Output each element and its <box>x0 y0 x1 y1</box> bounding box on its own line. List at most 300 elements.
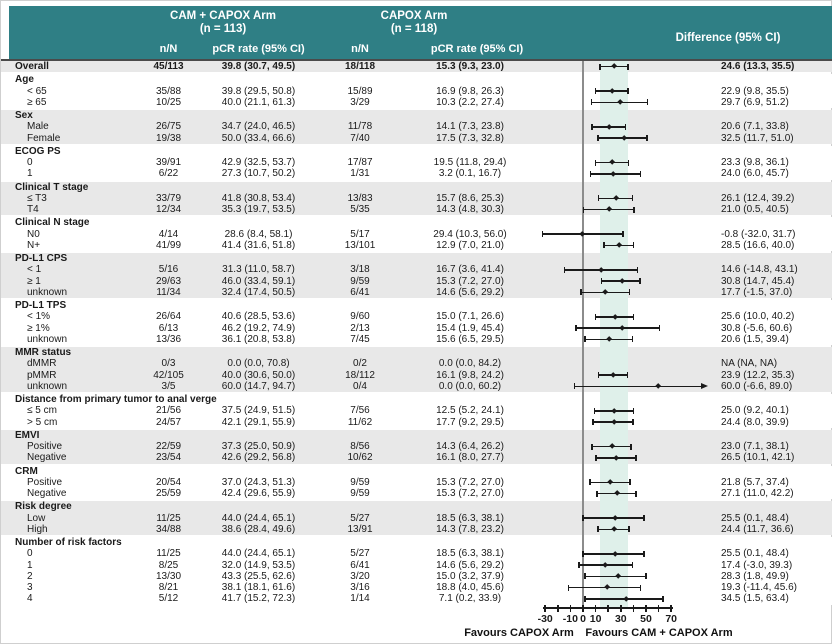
arm1-nN-value: 34/88 <box>155 523 182 535</box>
arm2-nN-value: 11/62 <box>347 416 373 428</box>
arm2-title: CAPOX Arm <box>380 9 448 22</box>
arm2-pcr-rate-value: 14.6 (5.6, 29.2) <box>436 559 504 571</box>
arm2-nN-value: 5/27 <box>350 512 370 524</box>
arm1-title: CAM + CAPOX Arm <box>170 9 276 22</box>
arm2-pcr-rate-value: 19.5 (11.8, 29.4) <box>433 157 507 169</box>
subgroup-header: ECOG PS <box>15 145 61 157</box>
subgroup-block <box>1 347 832 392</box>
subgroup-header: Clinical N stage <box>15 217 90 229</box>
forest-plot-cell <box>541 121 716 132</box>
subgroup-label: pMMR <box>27 369 57 381</box>
arm2-pcr-rate-value: 10.3 (2.2, 27.4) <box>436 96 504 108</box>
subgroup-label: High <box>27 523 48 535</box>
point-estimate-marker <box>655 383 661 389</box>
arm1-nN-value: 0/3 <box>161 358 176 370</box>
ci-upper-cap <box>662 596 664 602</box>
arm1-pcr-rate-value: 60.0 (14.7, 94.7) <box>221 380 296 392</box>
arm2-pcr-rate-value: 18.5 (6.3, 38.1) <box>436 548 504 560</box>
arm1-nN-value: 13/30 <box>155 570 182 582</box>
arm2-pcr-rate-value: 18.8 (4.0, 45.6) <box>436 582 504 594</box>
ci-upper-cap <box>643 515 645 521</box>
arm1-nN-value: 5/12 <box>158 593 179 605</box>
arm1-pcr-rate-value: 32.4 (17.4, 50.5) <box>221 286 296 298</box>
point-estimate-marker <box>612 314 618 320</box>
difference-value: NA (NA, NA) <box>721 358 778 370</box>
arm1-nN-value: 24/57 <box>155 416 182 428</box>
arm1-nN-value: 21/56 <box>155 405 182 417</box>
arm1-nN-value: 39/91 <box>155 157 182 169</box>
ci-lower-cap <box>575 325 577 331</box>
ci-lower-cap <box>591 444 593 450</box>
ci-lower-cap <box>564 267 566 273</box>
ci-lower-cap <box>584 596 586 602</box>
forest-plot-cell <box>541 452 716 463</box>
forest-plot-cell <box>541 370 716 381</box>
ci-lower-cap <box>542 231 544 237</box>
arm2-pcr-rate-value: 14.1 (7.3, 23.8) <box>436 121 504 133</box>
axis-tick-label: 10 <box>589 613 602 625</box>
arm1-nN-value: 22/59 <box>155 441 182 453</box>
subgroup-label: > 5 cm <box>27 416 58 428</box>
ci-lower-cap <box>595 160 597 166</box>
subgroup-label: ≥ 65 <box>27 96 47 108</box>
difference-value: 21.8 (5.7, 37.4) <box>721 476 789 488</box>
arm1-pcr-rate-value: 38.1 (18.1, 61.6) <box>221 582 296 594</box>
subgroup-header: PD-L1 TPS <box>15 300 67 312</box>
axis-tick-label: 50 <box>640 613 652 625</box>
subgroup-label: 1 <box>27 559 33 571</box>
arm1-pcr-rate-value: 41.7 (15.2, 72.3) <box>221 593 296 605</box>
subgroup-label: ≥ 1 <box>27 275 41 287</box>
arm2-pcr-rate-value: 15.0 (3.2, 37.9) <box>436 570 504 582</box>
ci-lower-cap <box>582 515 584 521</box>
forest-plot-cell <box>541 513 716 524</box>
ci-upper-cap <box>640 171 642 177</box>
arm2-pcr-rate-value: 16.7 (3.6, 41.4) <box>436 264 504 276</box>
arm1-nN-value: 23/54 <box>155 452 182 464</box>
arm1-pcr-rate-value: 50.0 (33.4, 66.6) <box>221 132 296 144</box>
ci-upper-cap <box>646 135 648 141</box>
difference-value: 25.5 (0.1, 48.4) <box>721 512 789 524</box>
subgroup-block <box>1 74 832 108</box>
table-row <box>1 133 832 144</box>
subgroup-header: Risk degree <box>15 501 72 513</box>
forest-plot-cell <box>541 405 716 416</box>
axis-tick <box>595 605 597 612</box>
arm1-nN-value: 11/34 <box>156 286 181 298</box>
ci-lower-cap <box>578 562 580 568</box>
forest-plot-cell <box>541 524 716 535</box>
table-row <box>1 358 832 369</box>
ci-upper-cap <box>633 207 635 213</box>
point-estimate-marker <box>602 562 608 568</box>
difference-column-header: Difference (95% CI) <box>675 31 781 44</box>
ci-upper-cap <box>628 526 630 532</box>
ci-lower-cap <box>594 408 596 414</box>
arm2-pcr-rate-value: 14.3 (4.8, 30.3) <box>436 204 504 216</box>
arm1-nN-value: 35/88 <box>155 85 182 97</box>
arm1-pcr-rate-value: 32.0 (14.9, 53.5) <box>221 559 296 571</box>
forest-plot-cell <box>541 61 716 72</box>
point-estimate-marker <box>614 491 620 497</box>
axis-tick-label: -10 <box>562 613 578 625</box>
subgroup-block <box>1 110 832 144</box>
table-row <box>1 405 832 416</box>
axis-tick-label: 70 <box>665 613 678 625</box>
arm2-nN-value: 3/29 <box>350 96 370 108</box>
ci-upper-cap <box>635 455 637 461</box>
table-row <box>1 323 832 334</box>
forest-plot-cell <box>541 358 716 369</box>
forest-plot-cell <box>541 229 716 240</box>
table-row <box>1 381 832 392</box>
arm1-nN-value: 4/14 <box>158 228 179 240</box>
arm1-nN-value: 8/21 <box>158 582 179 594</box>
arm2-nN-value: 0/2 <box>353 358 367 370</box>
arm2-pcr-rate-value: 15.0 (7.1, 26.6) <box>436 311 504 323</box>
difference-value: 29.7 (6.9, 51.2) <box>721 96 789 108</box>
difference-value: 20.6 (7.1, 33.8) <box>721 121 789 133</box>
forest-plot-cell <box>541 560 716 571</box>
arm1-pcr-rate-value: 36.1 (20.8, 53.8) <box>221 333 296 345</box>
point-estimate-marker <box>607 479 613 485</box>
table-row <box>1 582 832 593</box>
ci-upper-cap <box>633 242 635 248</box>
arm1-pcr-rate-value: 42.1 (29.1, 55.9) <box>221 416 296 428</box>
arm2-pcr-rate-value: 15.3 (7.2, 27.0) <box>436 488 504 500</box>
arm1-nN-value: 6/13 <box>158 322 179 334</box>
subgroup-label: Positive <box>27 476 63 488</box>
difference-value: 14.6 (-14.8, 43.1) <box>721 264 798 276</box>
arm2-nN-value: 15/89 <box>347 85 373 97</box>
arm2-nN-value: 18/112 <box>345 369 375 381</box>
arm1-nN-value: 41/99 <box>155 239 182 251</box>
arm1-nN-value: 8/25 <box>158 559 179 571</box>
forest-plot-cell <box>541 264 716 275</box>
table-row <box>1 287 832 298</box>
ci-lower-cap <box>582 551 584 557</box>
ci-upper-cap <box>630 444 632 450</box>
arm2-pcr-rate-value: 17.7 (9.2, 29.5) <box>436 416 504 428</box>
ci-upper-cap <box>647 99 649 105</box>
arm1-pcr-rate-value: 40.0 (21.1, 61.3) <box>221 96 296 108</box>
subgroup-label: < 1 <box>27 264 42 276</box>
table-row <box>1 157 832 168</box>
forest-plot-cell <box>541 168 716 179</box>
axis-tick <box>570 605 572 612</box>
ci-upper-cap <box>632 562 634 568</box>
subgroup-label: Low <box>27 512 46 524</box>
forest-plot-cell <box>541 582 716 593</box>
forest-plot-cell <box>541 204 716 215</box>
point-estimate-marker <box>619 325 625 331</box>
subgroup-label: 1 <box>27 168 33 180</box>
table-row <box>1 311 832 322</box>
col-header-nN-arm2: n/N <box>351 43 369 55</box>
arm2-nN-value: 0/4 <box>353 380 367 392</box>
table-row <box>1 370 832 381</box>
ci-upper-cap <box>643 551 645 557</box>
forest-plot-cell <box>541 548 716 559</box>
arm2-nN-value: 9/59 <box>350 476 370 488</box>
subgroup-label: T4 <box>27 204 39 216</box>
axis-tick <box>607 605 609 612</box>
arm2-nN-value: 7/40 <box>350 132 370 144</box>
arm1-nN-value: 12/34 <box>155 204 182 216</box>
subgroup-label: ≥ 1% <box>27 322 50 334</box>
subgroup-block <box>1 537 832 605</box>
subgroup-label: ≤ T3 <box>27 192 47 204</box>
subgroup-label: 4 <box>27 593 33 605</box>
subgroup-header: MMR status <box>15 347 72 359</box>
arm2-pcr-rate-value: 12.9 (7.0, 21.0) <box>436 239 504 251</box>
table-row <box>1 229 832 240</box>
point-estimate-marker <box>606 207 612 213</box>
arm1-pcr-rate-value: 40.0 (30.6, 50.0) <box>221 369 296 381</box>
ci-lower-cap <box>596 491 598 497</box>
subgroup-label: ≤ 5 cm <box>27 405 57 417</box>
arm1-pcr-rate-value: 44.0 (24.4, 65.1) <box>221 548 296 560</box>
arm2-nN-value: 8/56 <box>350 441 370 453</box>
arm1-nN-value: 26/64 <box>155 311 182 323</box>
arm1-nN-value: 10/25 <box>155 96 182 108</box>
arm2-nN-value: 18/118 <box>344 61 376 73</box>
point-estimate-marker <box>606 336 612 342</box>
arm2-pcr-rate-value: 15.3 (7.2, 27.0) <box>436 275 504 287</box>
arm2-nN-value: 6/41 <box>350 559 370 571</box>
axis-tick <box>670 605 672 612</box>
ci-error-bar <box>575 386 702 388</box>
ci-lower-cap <box>583 207 585 213</box>
arm1-nN-value: 26/75 <box>155 121 182 133</box>
arm2-pcr-rate-value: 7.1 (0.2, 33.9) <box>438 593 502 605</box>
ci-upper-cap <box>627 88 629 94</box>
difference-value: 25.0 (9.2, 40.1) <box>721 405 789 417</box>
axis-tick-label: 0 <box>580 613 586 625</box>
ci-overflow-arrow <box>701 383 708 389</box>
ci-error-bar <box>576 327 659 329</box>
table-row <box>1 548 832 559</box>
point-estimate-marker <box>617 99 623 105</box>
ci-upper-cap <box>632 195 634 201</box>
forest-plot-cell <box>541 477 716 488</box>
table-row <box>1 193 832 204</box>
difference-value: 24.6 (13.3, 35.5) <box>721 61 795 73</box>
subgroup-label: Negative <box>27 488 67 500</box>
subgroup-label: Positive <box>27 441 63 453</box>
arm2-nN-value: 2/13 <box>350 322 370 334</box>
ci-lower-cap <box>580 289 582 295</box>
axis-tick-label: 30 <box>614 613 627 625</box>
col-header-rate-arm2: pCR rate (95% CI) <box>430 43 524 55</box>
table-row <box>1 452 832 463</box>
arm2-pcr-rate-value: 16.9 (9.8, 26.3) <box>436 85 504 97</box>
arm1-pcr-rate-value: 39.8 (30.7, 49.5) <box>221 61 296 73</box>
axis-tick <box>633 605 635 612</box>
forest-plot-cell <box>541 193 716 204</box>
point-estimate-marker <box>613 195 619 201</box>
table-row <box>1 204 832 215</box>
subgroup-label: Male <box>27 121 49 133</box>
arm1-nN-value: 11/25 <box>156 548 181 560</box>
difference-value: -0.8 (-32.0, 31.7) <box>721 228 796 240</box>
arm1-pcr-rate-value: 37.5 (24.9, 51.5) <box>221 405 296 417</box>
ci-lower-cap <box>599 64 601 70</box>
table-row <box>1 477 832 488</box>
ci-lower-cap <box>591 124 593 130</box>
ci-upper-cap <box>635 491 637 497</box>
subgroup-header: Sex <box>15 110 33 122</box>
ci-upper-cap <box>633 408 635 414</box>
point-estimate-marker <box>579 231 585 237</box>
arm1-pcr-rate-value: 31.3 (11.0, 58.7) <box>222 264 295 276</box>
arm1-header <box>141 6 321 39</box>
ci-lower-cap <box>595 314 597 320</box>
arm1-pcr-rate-value: 37.0 (24.3, 51.3) <box>221 476 296 488</box>
arm2-nN-value: 11/78 <box>347 121 373 133</box>
arm2-pcr-rate-value: 29.4 (10.3, 56.0) <box>433 228 507 240</box>
difference-value: 22.9 (9.8, 35.5) <box>721 85 789 97</box>
difference-value: 26.5 (10.1, 42.1) <box>721 452 795 464</box>
ci-upper-cap <box>645 573 647 579</box>
ci-lower-cap <box>595 88 597 94</box>
subgroup-block <box>1 466 832 500</box>
table-header <box>9 6 832 59</box>
forest-plot-cell <box>541 334 716 345</box>
arm1-pcr-rate-value: 42.4 (29.6, 55.9) <box>221 488 296 500</box>
point-estimate-marker <box>619 278 625 284</box>
point-estimate-marker <box>611 64 617 70</box>
point-estimate-marker <box>609 444 615 450</box>
axis-tick <box>582 605 584 612</box>
ci-lower-cap <box>584 336 586 342</box>
point-estimate-marker <box>611 526 617 532</box>
table-row <box>1 264 832 275</box>
forest-plot-cell <box>541 276 716 287</box>
table-row <box>1 417 832 428</box>
table-row <box>1 276 832 287</box>
difference-value: 25.5 (0.1, 48.4) <box>721 548 789 560</box>
arm1-pcr-rate-value: 39.8 (29.5, 50.8) <box>221 85 296 97</box>
forest-plot-cell <box>541 571 716 582</box>
ci-upper-cap <box>627 372 629 378</box>
subgroup-label: 0 <box>27 548 33 560</box>
difference-value: 24.0 (6.0, 45.7) <box>721 168 789 180</box>
arm1-pcr-rate-value: 38.6 (28.4, 49.6) <box>221 523 296 535</box>
forest-plot-cell <box>541 417 716 428</box>
ci-upper-cap <box>637 267 639 273</box>
col-header-nN-arm1: n/N <box>159 43 178 55</box>
point-estimate-marker <box>621 135 627 141</box>
table-row <box>1 86 832 97</box>
arm2-nN-value: 17/87 <box>347 157 373 169</box>
arm2-nN-value: 10/62 <box>347 452 373 464</box>
arm2-pcr-rate-value: 15.3 (7.2, 27.0) <box>436 476 504 488</box>
difference-value: 34.5 (1.5, 63.4) <box>721 593 789 605</box>
subgroup-label: 3 <box>27 582 33 594</box>
subgroup-header: PD-L1 CPS <box>15 253 68 265</box>
arm2-nN-value: 1/31 <box>350 168 370 180</box>
ci-upper-cap <box>659 325 661 331</box>
subgroup-block <box>1 394 832 428</box>
forest-plot-cell <box>541 323 716 334</box>
arm1-pcr-rate-value: 46.2 (19.2, 74.9) <box>221 322 296 334</box>
table-row <box>1 524 832 535</box>
subgroup-label: unknown <box>27 286 68 298</box>
arm1-pcr-rate-value: 34.7 (24.0, 46.5) <box>221 121 296 133</box>
ci-upper-cap <box>632 336 634 342</box>
subgroup-block <box>1 300 832 345</box>
point-estimate-marker <box>609 160 615 166</box>
arm2-header <box>321 6 541 39</box>
ci-upper-cap <box>632 419 634 425</box>
subgroup-block <box>1 217 832 251</box>
ci-lower-cap <box>568 585 570 591</box>
forest-plot-cell <box>541 593 716 604</box>
subgroup-header: EMVI <box>15 429 40 441</box>
ci-upper-cap <box>628 160 630 166</box>
arm2-pcr-rate-value: 16.1 (9.8, 24.2) <box>436 369 504 381</box>
subgroup-block <box>1 182 832 216</box>
arm2-nN-value: 1/14 <box>350 593 370 605</box>
arm2-pcr-rate-value: 15.6 (6.5, 29.5) <box>436 333 504 345</box>
ci-upper-cap <box>639 278 641 284</box>
subgroup-label: N0 <box>27 228 40 240</box>
arm1-nN-value: 6/22 <box>158 168 179 180</box>
ci-lower-cap <box>595 455 597 461</box>
arm2-pcr-rate-value: 15.7 (8.6, 25.3) <box>436 192 504 204</box>
arm1-pcr-rate-value: 44.0 (24.4, 65.1) <box>221 512 296 524</box>
arm1-pcr-rate-value: 27.3 (10.7, 50.2) <box>221 168 296 180</box>
forest-plot-cell <box>541 97 716 108</box>
ci-lower-cap <box>590 171 592 177</box>
subgroup-block <box>1 146 832 180</box>
difference-value: 17.7 (-1.5, 37.0) <box>721 286 793 298</box>
arm2-nN-value: 3/16 <box>350 582 370 594</box>
subgroup-label: < 1% <box>27 311 51 323</box>
arm2-nN-value: 5/35 <box>350 204 370 216</box>
subgroup-block <box>1 430 832 464</box>
axis-tick <box>645 605 647 612</box>
difference-value: 60.0 (-6.6, 89.0) <box>721 380 793 392</box>
table-row <box>1 334 832 345</box>
arm1-nN-value: 42/105 <box>153 369 184 381</box>
table-body <box>1 59 832 607</box>
arm2-nN-value: 5/27 <box>350 548 370 560</box>
arm2-pcr-rate-value: 15.3 (9.3, 23.0) <box>436 61 504 73</box>
subgroup-label: unknown <box>27 333 68 345</box>
favours-left-label: Favours CAPOX Arm <box>464 627 574 639</box>
subgroup-label: 2 <box>27 570 33 582</box>
axis-tick-label: -30 <box>537 613 553 625</box>
point-estimate-marker <box>606 124 612 130</box>
table-row <box>1 121 832 132</box>
difference-value: 25.6 (10.0, 40.2) <box>721 311 795 323</box>
forest-plot-cell <box>541 441 716 452</box>
forest-plot-cell <box>541 157 716 168</box>
arm1-nN-value: 20/54 <box>155 476 182 488</box>
arm2-nN-value: 13/91 <box>347 523 373 535</box>
ci-lower-cap <box>589 479 591 485</box>
point-estimate-marker <box>613 455 619 461</box>
ci-upper-cap <box>627 64 629 70</box>
forest-plot-cell <box>541 86 716 97</box>
difference-value: 23.0 (7.1, 38.1) <box>721 441 789 453</box>
arm2-pcr-rate-value: 3.2 (0.1, 16.7) <box>438 168 502 180</box>
ci-upper-cap <box>629 479 631 485</box>
ci-lower-cap <box>574 383 576 389</box>
forest-plot-cell <box>541 240 716 251</box>
